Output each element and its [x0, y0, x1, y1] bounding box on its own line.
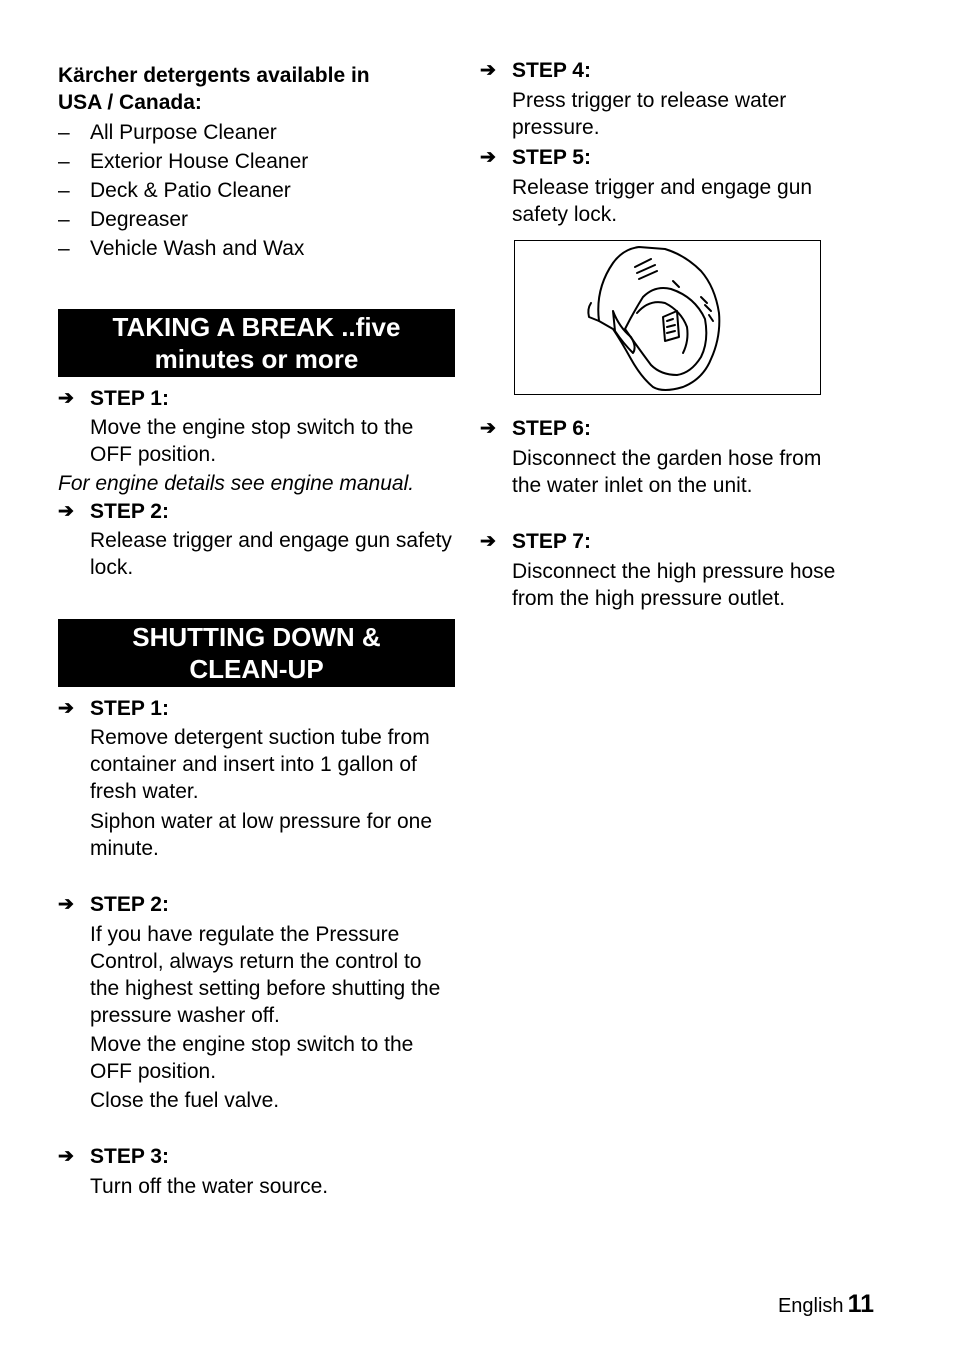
- step-label: ➔ STEP 1:: [58, 387, 169, 410]
- list-item: – Exterior House Cleaner: [58, 150, 309, 173]
- step-text: Release trigger and engage gun safety lock.: [512, 176, 813, 226]
- spray-gun-icon: [515, 241, 820, 394]
- step-text: Turn off the water source.: [90, 1175, 329, 1198]
- page-footer: [778, 1290, 874, 1319]
- arrow-icon: ➔: [480, 531, 496, 552]
- arrow-icon: ➔: [480, 147, 496, 168]
- engine-manual-note: For engine details see engine manual.: [58, 472, 415, 495]
- detergents-heading: Kärcher detergents available in USA / Canada:: [58, 64, 370, 114]
- step-label: ➔ STEP 1:: [58, 697, 169, 720]
- arrow-icon: ➔: [58, 1146, 74, 1167]
- spray-gun-illustration: [514, 240, 821, 395]
- step-label: ➔ STEP 2:: [58, 893, 169, 916]
- arrow-icon: ➔: [58, 698, 74, 719]
- arrow-icon: ➔: [58, 388, 74, 409]
- list-item: – All Purpose Cleaner: [58, 121, 277, 144]
- left-column: [58, 62, 455, 1200]
- list-item: – Degreaser: [58, 208, 189, 231]
- arrow-icon: ➔: [58, 894, 74, 915]
- step-text: Disconnect the high pressure hose from the high pressure outlet.: [512, 560, 836, 610]
- step-text: Release trigger and engage gun safety lock.: [90, 529, 452, 579]
- step-text: Move the engine stop switch to the OFF position.: [90, 416, 414, 466]
- step-text: Siphon water at low pressure for one minute.: [90, 810, 433, 860]
- page-number: 11: [847, 1290, 874, 1318]
- step-label: ➔ STEP 6:: [480, 417, 591, 440]
- section-title-taking-a-break: TAKING A BREAK ..five minutes or more: [58, 309, 455, 377]
- step-label: ➔ STEP 2:: [58, 500, 169, 523]
- step-label: ➔ STEP 3:: [58, 1145, 169, 1168]
- right-column: [480, 57, 880, 612]
- arrow-icon: ➔: [480, 60, 496, 81]
- arrow-icon: ➔: [58, 501, 74, 522]
- step-label: ➔ STEP 7:: [480, 530, 591, 553]
- step-text: Remove detergent suction tube from container and insert into 1 gallon of fresh water.: [90, 726, 430, 803]
- arrow-icon: ➔: [480, 418, 496, 439]
- step-text: Press trigger to release water pressure.: [512, 89, 787, 139]
- step-text: If you have regulate the Pressure Control, always return the control to the highest setting before shutting the pressure washer off.: [90, 923, 441, 1027]
- step-label: ➔ STEP 4:: [480, 59, 591, 82]
- list-item: – Deck & Patio Cleaner: [58, 179, 291, 202]
- step-text: Close the fuel valve.: [90, 1089, 280, 1112]
- step-text: Disconnect the garden hose from the water inlet on the unit.: [512, 447, 822, 497]
- footer-language: English: [777, 1295, 844, 1317]
- step-text: Move the engine stop switch to the OFF position.: [90, 1033, 414, 1083]
- step-label: ➔ STEP 5:: [480, 146, 591, 169]
- list-item: – Vehicle Wash and Wax: [58, 237, 305, 260]
- section-title-shutting-down: SHUTTING DOWN & CLEAN-UP: [58, 619, 455, 687]
